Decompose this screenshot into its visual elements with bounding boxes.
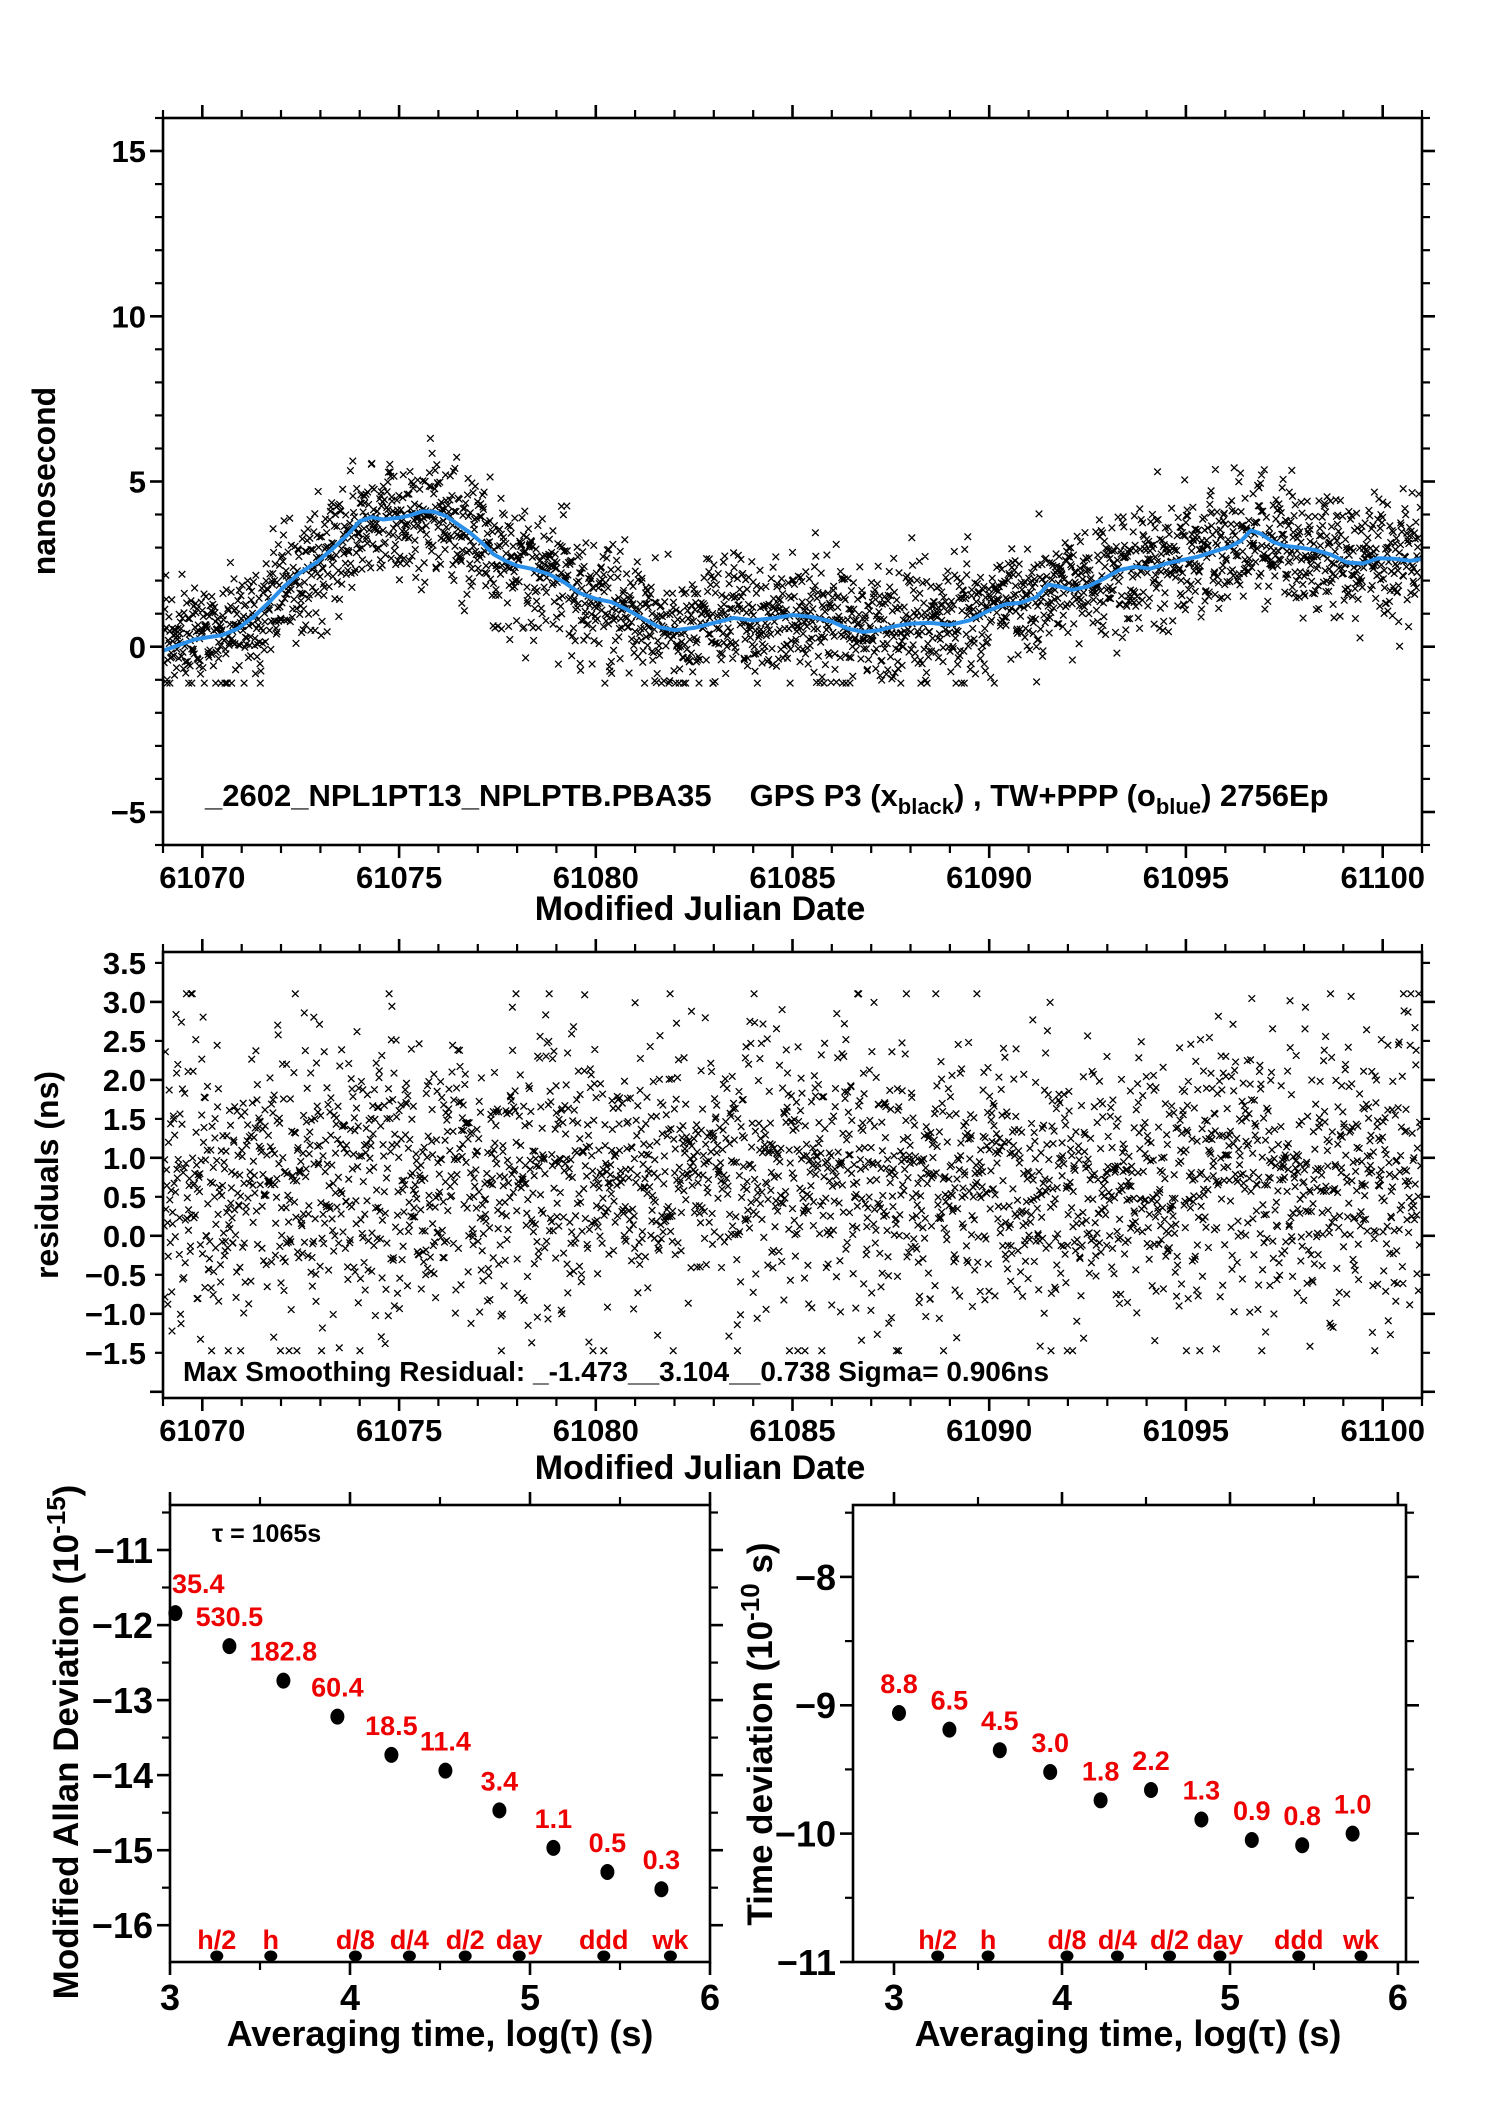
time-marker-label: wk bbox=[1342, 1925, 1380, 1955]
deviation-point bbox=[1043, 1764, 1057, 1780]
deviation-value-label: 3.0 bbox=[1031, 1728, 1069, 1758]
residuals-y-axis-title: residuals (ns) bbox=[29, 1070, 65, 1280]
deviation-value-label: 1.8 bbox=[1081, 1756, 1120, 1787]
y-tick-label: 2.5 bbox=[102, 1024, 146, 1059]
x-tick-label: 61070 bbox=[159, 1413, 246, 1448]
x-tick-label: 5 bbox=[1219, 1977, 1241, 2018]
x-tick-label: 61100 bbox=[1340, 860, 1425, 895]
x-tick-label: 61075 bbox=[355, 1413, 443, 1448]
x-tick-label: 61070 bbox=[159, 860, 246, 895]
deviation-point bbox=[942, 1722, 956, 1738]
y-tick-label: −15 bbox=[91, 1830, 153, 1872]
time-marker-label: d/4 bbox=[389, 1925, 429, 1955]
x-tick-label: 61080 bbox=[552, 860, 639, 895]
y-tick-label: 2.0 bbox=[102, 1063, 146, 1098]
deviation-value-label: 1.0 bbox=[1333, 1789, 1372, 1820]
deviation-value-label: 8.8 bbox=[880, 1669, 918, 1699]
deviation-point bbox=[276, 1673, 290, 1689]
x-tick-label: 6 bbox=[1387, 1977, 1408, 2018]
deviation-point bbox=[222, 1638, 236, 1654]
x-tick-label: 61100 bbox=[1340, 1413, 1425, 1448]
time-marker-label: day bbox=[1196, 1925, 1244, 1955]
x-tick-label: 4 bbox=[1051, 1977, 1073, 2018]
deviation-point bbox=[384, 1747, 398, 1763]
top-panel-title: _2602_NPL1PT13_NPLPTB.PBA35 GPS P3 $(x_{black})$ , TW+PPP $(o_{blue})$ 2756Ep bbox=[205, 778, 1329, 819]
time-marker-label: day bbox=[495, 1925, 543, 1955]
residuals-x-axis-title: Modified Julian Date bbox=[534, 1449, 866, 1487]
y-tick-label: −13 bbox=[91, 1680, 153, 1722]
deviation-value-label: 11.4 bbox=[419, 1726, 471, 1757]
time-marker-label: wk bbox=[652, 1925, 689, 1955]
x-tick-label: 61085 bbox=[749, 860, 836, 895]
x-tick-label: 61080 bbox=[552, 1413, 639, 1448]
x-tick-label: 3 bbox=[883, 1977, 905, 2018]
max-smoothing-residual-annotation: Max Smoothing Residual: _-1.473__3.104__0.738 Sigma= 0.906ns bbox=[183, 1356, 1050, 1387]
deviation-point bbox=[438, 1763, 452, 1779]
tdev-y-axis-title: Time deviation ($10^{-10}$ s) bbox=[735, 1542, 780, 1926]
y-tick-label: 0.5 bbox=[102, 1180, 146, 1215]
x-tick-label: 3 bbox=[159, 1977, 181, 2018]
deviation-value-label: 3.4 bbox=[480, 1766, 519, 1797]
y-tick-label: 0.0 bbox=[102, 1219, 146, 1254]
time-marker-label: ddd bbox=[579, 1925, 629, 1955]
y-tick-label: 15 bbox=[111, 134, 146, 170]
time-marker-label: h bbox=[262, 1925, 280, 1955]
deviation-point bbox=[1245, 1832, 1259, 1848]
y-tick-label: 1.5 bbox=[102, 1102, 146, 1137]
y-tick-label: −10 bbox=[774, 1813, 836, 1855]
x-tick-label: 4 bbox=[339, 1977, 361, 2018]
y-tick-label: −9 bbox=[794, 1685, 836, 1727]
deviation-value-label: 0.5 bbox=[588, 1828, 627, 1858]
deviation-value-label: 0.8 bbox=[1283, 1801, 1321, 1832]
mdev-x-axis-title: Averaging time, log(τ) (s) bbox=[226, 2013, 654, 2054]
deviation-value-label: 2.2 bbox=[1132, 1746, 1170, 1776]
time-marker-label: d/2 bbox=[445, 1925, 485, 1955]
y-tick-label: 3.5 bbox=[102, 946, 146, 982]
y-tick-label: −1.5 bbox=[84, 1335, 146, 1371]
x-tick-label: 61090 bbox=[946, 1413, 1033, 1448]
y-tick-label: −5 bbox=[110, 795, 146, 831]
deviation-value-label: 1.1 bbox=[534, 1803, 573, 1834]
time-marker-label: h/2 bbox=[918, 1925, 958, 1955]
y-tick-label: 1.0 bbox=[102, 1141, 146, 1176]
deviation-value-label: 60.4 bbox=[311, 1672, 364, 1703]
x-tick-label: 61075 bbox=[355, 860, 443, 895]
deviation-point bbox=[892, 1705, 906, 1721]
deviation-value-label: 4.5 bbox=[981, 1706, 1019, 1737]
deviation-point bbox=[1346, 1826, 1360, 1842]
deviation-value-label: 1.3 bbox=[1182, 1775, 1221, 1806]
time-marker-label: d/4 bbox=[1097, 1925, 1137, 1955]
deviation-point bbox=[492, 1802, 506, 1818]
x-tick-label: 61095 bbox=[1142, 1413, 1230, 1448]
deviation-point bbox=[1094, 1792, 1108, 1808]
y-tick-label: −8 bbox=[794, 1556, 836, 1598]
deviation-value-label: 0.3 bbox=[642, 1845, 681, 1876]
mdev-y-axis-title: Modified Allan Deviation $(10^{-15})$ bbox=[41, 1484, 86, 2000]
x-tick-label: 61085 bbox=[749, 1413, 836, 1448]
deviation-point bbox=[1144, 1782, 1158, 1798]
deviation-value-label: 182.8 bbox=[249, 1636, 318, 1667]
y-tick-label: 5 bbox=[128, 464, 146, 500]
y-tick-label: 3.0 bbox=[102, 985, 146, 1021]
x-tick-label: 61095 bbox=[1142, 860, 1230, 895]
time-marker-label: d/8 bbox=[1047, 1925, 1087, 1955]
deviation-point bbox=[993, 1742, 1007, 1758]
x-tick-label: 5 bbox=[519, 1977, 541, 2018]
y-tick-label: 0 bbox=[128, 629, 146, 665]
y-tick-label: −14 bbox=[91, 1755, 153, 1797]
time-marker-label: h bbox=[979, 1925, 997, 1955]
y-tick-label: 10 bbox=[111, 299, 146, 335]
deviation-point bbox=[330, 1709, 344, 1725]
time-marker-label: d/8 bbox=[335, 1925, 375, 1955]
deviation-point bbox=[1194, 1812, 1208, 1828]
time-marker-label: d/2 bbox=[1149, 1925, 1190, 1955]
x-tick-label: 61090 bbox=[946, 860, 1033, 895]
y-tick-label: −1.0 bbox=[84, 1297, 146, 1332]
y-tick-label: −0.5 bbox=[84, 1258, 146, 1293]
tdev-x-axis-title: Averaging time, log(τ) (s) bbox=[914, 2013, 1342, 2054]
y-tick-label: −11 bbox=[93, 1530, 153, 1571]
tau-annotation: τ = 1065s bbox=[212, 1520, 322, 1548]
deviation-value-label: 6.5 bbox=[930, 1685, 969, 1716]
deviation-value-label: 530.5 bbox=[195, 1602, 264, 1633]
top-y-axis-title: nanosecond bbox=[26, 386, 62, 576]
deviation-value-label: 35.4 bbox=[172, 1569, 225, 1600]
deviation-point bbox=[654, 1881, 668, 1897]
top-x-axis-title: Modified Julian Date bbox=[534, 890, 866, 928]
deviation-value-label: 18.5 bbox=[365, 1710, 418, 1741]
time-marker-label: ddd bbox=[1274, 1925, 1324, 1955]
deviation-point bbox=[546, 1840, 560, 1856]
y-tick-label: −11 bbox=[776, 1942, 836, 1983]
time-marker-label: h/2 bbox=[197, 1925, 237, 1955]
deviation-value-label: 0.9 bbox=[1233, 1796, 1271, 1826]
deviation-point bbox=[1295, 1837, 1309, 1853]
x-tick-label: 6 bbox=[699, 1977, 721, 2018]
deviation-point bbox=[600, 1864, 614, 1880]
y-tick-label: −16 bbox=[91, 1905, 153, 1947]
y-tick-label: −12 bbox=[91, 1605, 153, 1646]
